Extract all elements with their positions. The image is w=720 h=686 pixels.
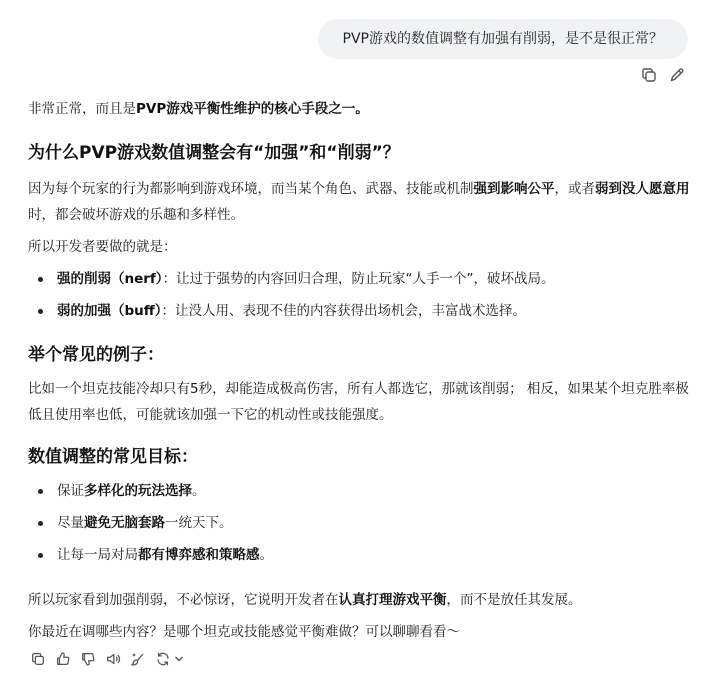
chevron-down-icon[interactable] [174,651,184,667]
goal-bold: 都有博弈感和策略感 [138,547,260,563]
copy-icon[interactable] [30,651,46,667]
assistant-answer [28,96,693,645]
heading-example: 举个常见的例子： [28,345,164,365]
paragraph-so: 所以开发者要做的就是： [28,239,177,255]
user-message-actions [640,66,686,84]
edit-icon[interactable] [668,66,686,84]
goal-text: 保证 [57,483,84,499]
copy-icon[interactable] [640,66,658,84]
reason-text-c: ，或者 [554,181,595,197]
goal-tail: 。 [259,547,273,563]
answer-intro [28,96,693,122]
regenerate-icon[interactable] [155,651,171,667]
goal-text: 让每一局对局 [57,547,138,563]
thumbs-down-icon[interactable] [80,651,96,667]
brush-icon[interactable] [130,651,146,667]
list-item [28,542,693,568]
list-item-bold: 弱的加强（buff） [57,303,162,319]
goal-bold: 避免无脑套路 [84,515,165,531]
intro-text: 非常正常，而且是 [28,101,136,117]
list-item [28,510,693,536]
list-item-bold: 强的削弱（nerf） [57,271,163,287]
paragraph-question: 你最近在调哪些内容？是哪个坦克或技能感觉平衡难做？可以聊聊看看～ [28,624,460,640]
goal-bold: 多样化的玩法选择 [84,483,192,499]
list-item-text: ：让没人用、表现不佳的内容获得出场机会，丰富战术选择。 [161,303,526,319]
reason-text-d: 时，都会破坏游戏的乐趣和多样性。 [28,207,244,223]
conclusion-bold: 认真打理游戏平衡 [338,592,447,608]
reason-bold-2: 弱到没人愿意用 [595,181,690,197]
paragraph-conclusion [28,587,693,613]
goals-list [28,478,693,568]
conclusion-text: 所以玩家看到加强削弱，不必惊讶，它说明开发者在 [28,592,339,608]
intro-bold: PVP游戏平衡性维护的核心手段之一。 [136,101,369,117]
thumbs-up-icon[interactable] [55,651,71,667]
conclusion-tail: ，而不是放任其发展。 [446,592,582,608]
list-item-text: ：让过于强势的内容回归合理，防止玩家“人手一个”，破坏战局。 [162,271,555,287]
paragraph-example: 比如一个坦克技能冷却只有5秒，却能造成极高伤害，所有人都选它，那就该削弱； 相反，如果某个坦克胜率极低且使用率也低，可能就该加强一下它的机动性或技能强度。 [28,381,689,423]
nerf-buff-list [28,266,693,324]
reason-bold-1: 强到影响公平 [473,181,555,197]
goal-tail: 一统天下。 [165,515,233,531]
reason-text-a: 因为每个玩家的行为都影响到游戏环境，而当某个角色、武器、技能或机制 [28,181,474,197]
heading-why: 为什么PVP游戏数值调整会有“加强”和“削弱”？ [28,143,400,163]
list-item [28,478,693,504]
answer-actions [30,651,184,667]
heading-goals: 数值调整的常见目标： [28,447,198,467]
list-item [28,298,693,324]
user-message-bubble: PVP游戏的数值调整有加强有削弱，是不是很正常？ [318,19,688,59]
list-item [28,266,693,292]
speaker-icon[interactable] [105,651,121,667]
goal-text: 尽量 [57,515,84,531]
paragraph-reason [28,176,693,228]
goal-tail: 。 [192,483,206,499]
